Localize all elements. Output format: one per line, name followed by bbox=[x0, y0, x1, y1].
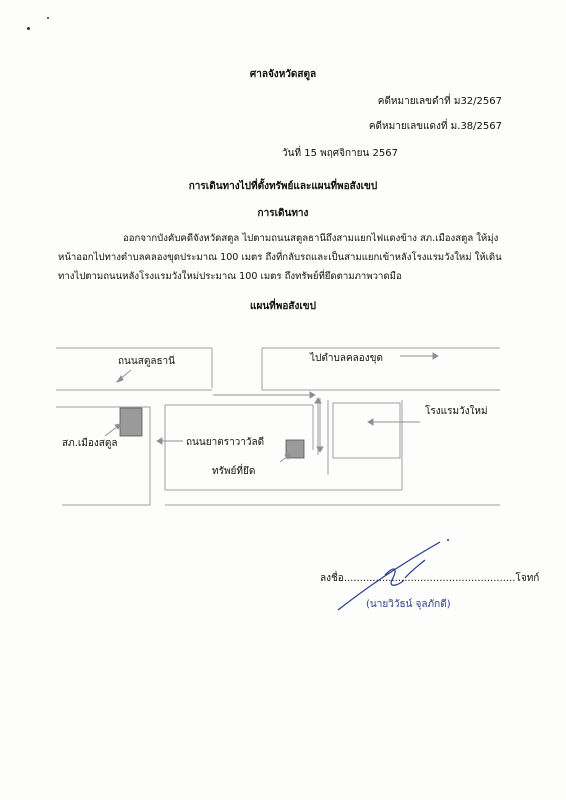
red-case-number: คดีหมายเลขแดงที่ ม.38/2567 bbox=[368, 121, 502, 132]
document-title: การเดินทางไปที่ตั้งทรัพย์และแผนที่พอสังเขป bbox=[188, 181, 378, 192]
map-label-road-yattrarawadee: ถนนยาตราวาวัลดี bbox=[186, 437, 265, 448]
signer-name: (นายวิวัธน์ จุลภักดี) bbox=[366, 599, 451, 610]
document-date: วันที่ 15 พฤศจิกายน 2567 bbox=[282, 148, 398, 159]
sign-label: ลงชื่อ bbox=[320, 573, 344, 584]
hotel-block bbox=[333, 403, 400, 458]
directions-text: ออกจากบังคับคดีจังหวัดสตูล ไปตามถนนสตูลธานีถึงสามแยกไฟแดงข้าง สภ.เมืองสตูล ให้มุ่งหน้าออกไปทางตำบลคลองขุดประมาณ 100 เมตร ถึงที่กลับรถและเป็นสามแยกเข้าหลังโรงแรมวังใหม่ ให้เดินทางไปตามถนนหลังโรงแรมวังใหม่ประมาณ 100 เมตร ถึงทรัพย์ที่ยึดตามภาพวาดมือ bbox=[58, 233, 502, 282]
court-name: ศาลจังหวัดสตูล bbox=[249, 69, 317, 80]
map-label-to-khlong-khut: ไปตำบลคลองขุด bbox=[310, 353, 383, 364]
map-label-police-station: สภ.เมืองสตูล bbox=[62, 438, 118, 449]
map-label-seized-property: ทรัพย์ที่ยึด bbox=[212, 466, 256, 477]
sign-role: โจทก์ bbox=[515, 573, 540, 584]
black-case-number: คดีหมายเลขดำที่ ม32/2567 bbox=[377, 96, 502, 107]
map-label-road-satun-thani: ถนนสตูลธานี bbox=[118, 356, 176, 367]
arrowhead bbox=[368, 419, 373, 425]
directions-heading: การเดินทาง bbox=[257, 208, 309, 219]
police-station-marker bbox=[120, 408, 142, 436]
arrow-line bbox=[105, 426, 118, 436]
arrowhead bbox=[157, 438, 162, 444]
sign-dots: ...................................................... bbox=[343, 573, 516, 584]
arrowhead bbox=[310, 392, 315, 398]
signature-line bbox=[320, 572, 539, 585]
map-heading: แผนที่พอสังเขป bbox=[250, 301, 316, 312]
arrowhead bbox=[433, 353, 438, 359]
map-label-hotel: โรงแรมวังใหม่ bbox=[425, 406, 488, 417]
signature-dot bbox=[447, 539, 449, 541]
